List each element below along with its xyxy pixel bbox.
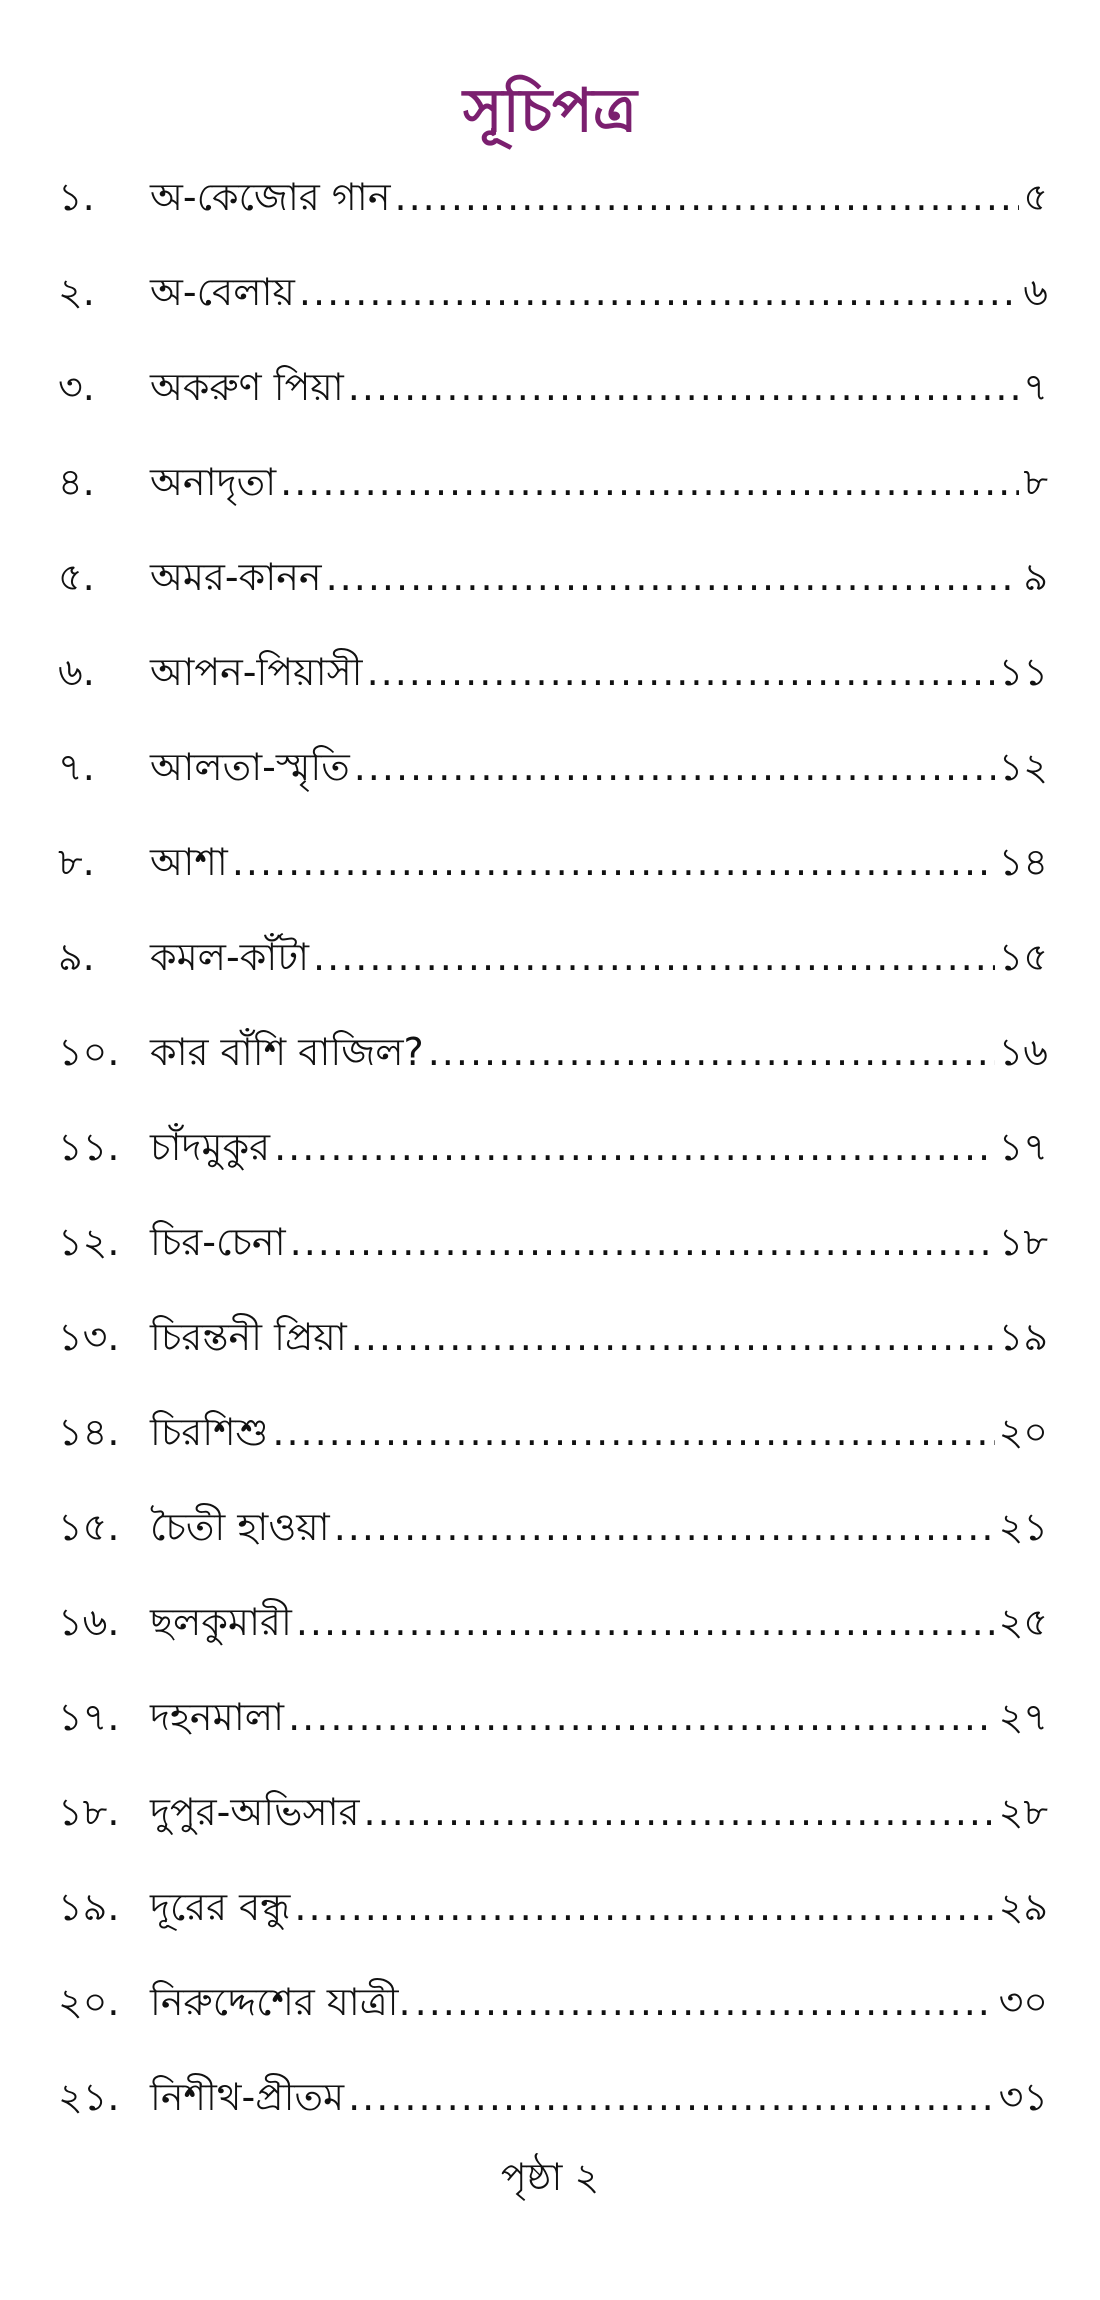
- toc-entry-number: ২০.: [58, 1980, 120, 2024]
- toc-entry: [58, 1860, 1048, 1955]
- toc-entry-title: নিশীথ-প্রীতম: [150, 2075, 345, 2119]
- toc-entry-number: ১.: [58, 175, 95, 219]
- toc-entry-number: ৩.: [58, 365, 95, 409]
- dot-leader: [299, 245, 1019, 340]
- dot-leader: [415, 1955, 995, 2050]
- toc-entry-title: অ-বেলায়: [150, 270, 295, 314]
- toc-entry: [58, 1955, 1048, 2050]
- toc-entry: [58, 1480, 1048, 1575]
- dot-leader: [354, 720, 995, 815]
- toc-entry-page: ৩১: [998, 2075, 1048, 2119]
- toc-entry-title: চির-চেনা: [150, 1220, 286, 1264]
- toc-entry: [58, 530, 1048, 625]
- toc-entry-page: ২৯: [998, 1885, 1048, 1929]
- toc-entry-number: ১৬.: [58, 1600, 120, 1644]
- toc-entry-title: দুপুর-অভিসার: [150, 1790, 360, 1834]
- toc-entry-page: ৩০: [998, 1980, 1048, 2024]
- toc-entry-title: অনাদৃতা: [150, 460, 277, 504]
- toc-entry-number: ৫.: [58, 555, 95, 599]
- toc-entry-number: ১০.: [58, 1030, 120, 1074]
- toc-entry-page: ১৯: [998, 1315, 1048, 1359]
- toc-entry-title: দূরের বন্ধু: [150, 1885, 291, 1929]
- dot-leader: [294, 1860, 994, 1955]
- toc-entry-number: ১৮.: [58, 1790, 120, 1834]
- toc-entry: [58, 150, 1048, 245]
- toc-entry-page: ১৪: [998, 840, 1048, 884]
- toc-entry: [58, 815, 1048, 910]
- toc-entry-title: দহনমালা: [150, 1695, 285, 1739]
- toc-entry-title: চিরশিশু: [150, 1410, 269, 1454]
- toc-entry-page: ১৬: [998, 1030, 1048, 1074]
- dot-leader: [274, 1100, 995, 1195]
- toc-entry: [58, 1670, 1048, 1765]
- toc-entry-title: আলতা-স্মৃতি: [150, 745, 350, 789]
- toc-entry-title: ছলকুমারী: [150, 1600, 292, 1644]
- dot-leader: [272, 1385, 994, 1480]
- toc-entry-page: ২৭: [998, 1695, 1048, 1739]
- toc-entry-number: ১৫.: [58, 1505, 120, 1549]
- dot-leader: [348, 2050, 995, 2145]
- toc-entry-title: কমল-কাঁটা: [150, 935, 310, 979]
- toc-entry: [58, 1765, 1048, 1860]
- toc-entry: [58, 1290, 1048, 1385]
- toc-entry-title: চিরন্তনী প্রিয়া: [150, 1315, 347, 1359]
- toc-entry-page: ৮: [1023, 460, 1048, 504]
- toc-entry-page: ৭: [1023, 365, 1048, 409]
- dot-leader: [364, 1765, 995, 1860]
- dot-leader: [351, 1290, 995, 1385]
- toc-entry-number: ৯.: [58, 935, 95, 979]
- toc-entry-page: ৫: [1023, 175, 1048, 219]
- dot-leader: [334, 1480, 995, 1575]
- toc-entry: [58, 720, 1048, 815]
- toc-entry-page: ২১: [998, 1505, 1048, 1549]
- toc-entry-number: ৭.: [58, 745, 95, 789]
- toc-entry-number: ১২.: [58, 1220, 120, 1264]
- toc-entry-title: অ-কেজোর গান: [150, 175, 391, 219]
- toc-entry-page: ২৫: [998, 1600, 1048, 1644]
- toc-entry-page: ৬: [1023, 270, 1048, 314]
- dot-leader: [288, 1670, 995, 1765]
- dot-leader: [395, 150, 1020, 245]
- dot-leader: [428, 1005, 995, 1100]
- dot-leader: [290, 1195, 995, 1290]
- toc-entry-page: ২৮: [998, 1790, 1048, 1834]
- toc-entry: [58, 625, 1048, 720]
- toc-entry-number: ৮.: [58, 840, 95, 884]
- toc-entry-title: নিরুদ্দেশের যাত্রী.: [150, 1980, 411, 2024]
- dot-leader: [232, 815, 995, 910]
- toc-entry-title: অকরুণ পিয়া: [150, 365, 344, 409]
- toc-entry-title: চাঁদমুকুর: [150, 1125, 271, 1169]
- table-of-contents: [58, 150, 1048, 2145]
- page-number-footer: পৃষ্ঠা ২: [500, 2155, 600, 2199]
- toc-entry-title: কার বাঁশি বাজিল?: [150, 1030, 424, 1074]
- toc-entry-title: আশা: [150, 840, 228, 884]
- toc-entry: [58, 340, 1048, 435]
- dot-leader: [313, 910, 995, 1005]
- toc-entry-number: ১৪.: [58, 1410, 120, 1454]
- toc-entry-title: চৈতী হাওয়া: [150, 1505, 330, 1549]
- toc-entry-page: ১৫: [998, 935, 1048, 979]
- dot-leader: [367, 625, 995, 720]
- toc-entry-page: ২০: [998, 1410, 1048, 1454]
- toc-entry-number: ১১.: [58, 1125, 120, 1169]
- toc-entry-page: ১৮: [998, 1220, 1048, 1264]
- toc-entry-number: ১৭.: [58, 1695, 120, 1739]
- toc-entry-number: ১৯.: [58, 1885, 120, 1929]
- dot-leader: [280, 435, 1019, 530]
- toc-entry-number: ১৩.: [58, 1315, 120, 1359]
- toc-entry-number: ৪.: [58, 460, 95, 504]
- toc-entry: [58, 435, 1048, 530]
- dot-leader: [348, 340, 1020, 435]
- toc-entry-number: ৬.: [58, 650, 95, 694]
- toc-entry-number: ২১.: [58, 2075, 120, 2119]
- toc-entry: [58, 1100, 1048, 1195]
- dot-leader: [296, 1575, 995, 1670]
- toc-entry: [58, 1575, 1048, 1670]
- page-title: সূচিপত্র: [463, 76, 637, 146]
- toc-entry-page: ৯: [1023, 555, 1048, 599]
- toc-entry: [58, 2050, 1048, 2145]
- toc-entry-number: ২.: [58, 270, 95, 314]
- toc-entry: [58, 1385, 1048, 1480]
- toc-entry-title: আপন-পিয়াসী: [150, 650, 363, 694]
- toc-entry-page: ১১: [998, 650, 1048, 694]
- dot-leader: [326, 530, 1020, 625]
- toc-entry: [58, 245, 1048, 340]
- toc-entry: [58, 910, 1048, 1005]
- toc-entry-page: ১৭: [998, 1125, 1048, 1169]
- toc-entry: [58, 1195, 1048, 1290]
- toc-entry-title: অমর-কানন: [150, 555, 322, 599]
- toc-entry: [58, 1005, 1048, 1100]
- toc-entry-page: ১২: [998, 745, 1048, 789]
